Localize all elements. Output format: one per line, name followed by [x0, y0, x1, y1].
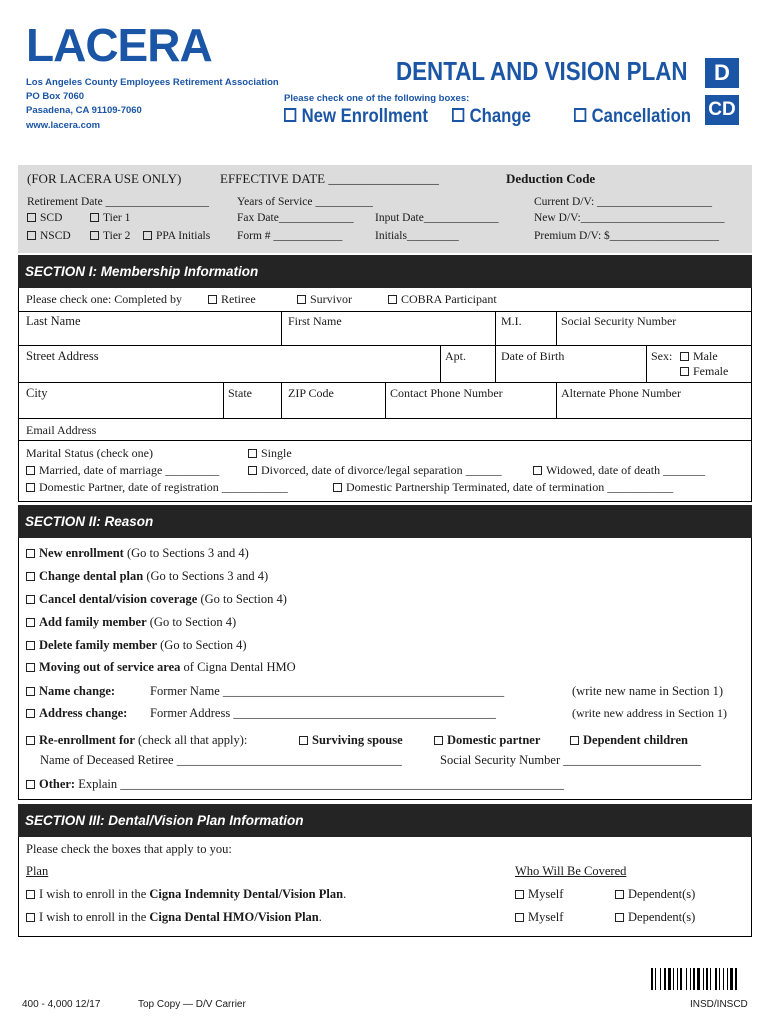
write-name-note: (write new name in Section 1) [572, 684, 723, 698]
former-name-field[interactable]: Former Name _____________________________________________ [150, 684, 505, 698]
reason-checkbox[interactable] [26, 549, 35, 558]
dob-field[interactable]: Date of Birth [501, 349, 565, 363]
cobra-label: COBRA Participant [401, 292, 497, 306]
input-date[interactable]: Input Date_____________ [375, 212, 499, 224]
section-3-header: SECTION III: Dental/Vision Plan Information [18, 804, 752, 837]
cobra-option[interactable] [388, 292, 497, 307]
other-explain-field[interactable]: Explain _______________________________________________________________________ [75, 777, 564, 791]
barcode-bar [668, 968, 671, 990]
tier2-checkbox[interactable] [90, 231, 99, 240]
survivor-label: Survivor [310, 292, 352, 306]
s1-hline [18, 418, 752, 419]
tier1-checkbox[interactable] [90, 213, 99, 222]
cancellation-option[interactable] [574, 106, 691, 128]
deceased-ssn-field[interactable]: Social Security Number ______________________ [440, 753, 701, 767]
reason-checkbox[interactable] [26, 641, 35, 650]
reason-label: New enrollment [39, 546, 124, 560]
widowed-option[interactable] [533, 463, 705, 478]
plan-column-header: Plan [26, 864, 49, 878]
domestic-partner-reenroll-label: Domestic partner [447, 733, 541, 747]
reenrollment-label: Re-enrollment for [39, 733, 135, 747]
hmo-myself-checkbox[interactable] [515, 913, 524, 922]
s2-border-left [18, 538, 19, 800]
indemnity-dependents-option[interactable] [615, 887, 695, 902]
name-change-option[interactable] [26, 684, 115, 699]
reason-item[interactable] [26, 569, 268, 584]
barcode-bar [664, 968, 666, 990]
s1-grid [18, 288, 19, 502]
widowed-checkbox[interactable] [533, 466, 542, 475]
address-change-label: Address change: [39, 706, 128, 720]
first-name-field[interactable]: First Name [288, 314, 342, 328]
new-enrollment-label: New Enrollment [301, 106, 428, 127]
state-field[interactable]: State [228, 386, 252, 400]
indemnity-dependents-label: Dependent(s) [628, 887, 696, 901]
covered-column-header: Who Will Be Covered [515, 864, 627, 878]
s1-vline [646, 345, 647, 382]
reason-label: Moving out of service area [39, 660, 181, 674]
male-option[interactable] [680, 349, 718, 364]
barcode-bar [660, 968, 661, 990]
reason-checkbox[interactable] [26, 663, 35, 672]
contact-phone-field[interactable]: Contact Phone Number [390, 386, 503, 400]
cancellation-label: Cancellation [591, 106, 692, 127]
divorced-label: Divorced, date of divorce/legal separation ______ [261, 463, 502, 477]
s1-vline [556, 382, 557, 418]
barcode-bar [723, 968, 724, 990]
s3-border-right [751, 837, 752, 937]
badge-cd: CD [705, 95, 739, 125]
reason-note: (Go to Sections 3 and 4) [143, 569, 269, 583]
reenrollment-checkbox[interactable] [26, 736, 35, 745]
reason-checkbox[interactable] [26, 595, 35, 604]
male-checkbox[interactable] [680, 352, 689, 361]
scd-label: SCD [40, 212, 63, 224]
s1-vline [440, 345, 441, 382]
reason-item[interactable] [26, 660, 296, 675]
website: www.lacera.com [26, 120, 101, 131]
s3-border-bottom [18, 936, 752, 937]
barcode-bar [710, 968, 711, 990]
hmo-plan-prefix: I wish to enroll in the [39, 910, 150, 924]
s1-vline [281, 382, 282, 418]
reason-label: Add family member [39, 615, 147, 629]
po-box: PO Box 7060 [26, 91, 85, 102]
barcode-bar [677, 968, 678, 990]
ppa-checkbox[interactable] [143, 231, 152, 240]
hmo-dependents-option[interactable] [615, 910, 695, 925]
surviving-spouse-checkbox[interactable] [299, 736, 308, 745]
reason-checkbox[interactable] [26, 572, 35, 581]
deceased-name-field[interactable]: Name of Deceased Retiree ____________________________________ [40, 753, 402, 767]
reason-label: Change dental plan [39, 569, 144, 583]
ppa-option[interactable] [143, 230, 210, 242]
domestic-terminated-checkbox[interactable] [333, 483, 342, 492]
domestic-partner-reenroll-checkbox[interactable] [434, 736, 443, 745]
indemnity-myself-checkbox[interactable] [515, 890, 524, 899]
married-checkbox[interactable] [26, 466, 35, 475]
reenrollment-option[interactable] [26, 733, 247, 748]
divorced-option[interactable] [248, 463, 502, 478]
mi-field[interactable]: M.I. [501, 314, 522, 328]
hmo-plan-name: Cigna Dental HMO/Vision Plan [149, 910, 319, 924]
single-option[interactable] [248, 446, 292, 461]
footer-code: INSD/INSCD [690, 999, 748, 1010]
zip-field[interactable]: ZIP Code [288, 386, 334, 400]
scd-option[interactable] [27, 212, 62, 224]
divorced-checkbox[interactable] [248, 466, 257, 475]
other-label: Other: [39, 777, 76, 791]
indemnity-plan-checkbox[interactable] [26, 890, 35, 899]
deduction-code: Deduction Code [506, 171, 596, 186]
reenrollment-note: (check all that apply): [134, 733, 248, 747]
tier1-option[interactable] [90, 212, 130, 224]
reason-item[interactable] [26, 615, 236, 630]
new-enrollment-option[interactable] [284, 106, 428, 128]
tier1-label: Tier 1 [103, 212, 131, 224]
copy-note: Top Copy — D/V Carrier [138, 999, 246, 1010]
form-title: DENTAL AND VISION PLAN [396, 56, 688, 86]
city-line: Pasadena, CA 91109-7060 [26, 105, 142, 116]
domestic-partner-reenroll-option[interactable] [434, 733, 540, 748]
hmo-dependents-label: Dependent(s) [628, 910, 696, 924]
s1-grid-right [751, 288, 752, 502]
check-prompt: Please check one of the following boxes: [284, 93, 470, 104]
address-change-option[interactable] [26, 706, 127, 721]
single-label: Single [261, 446, 292, 460]
s2-border-bottom [18, 799, 752, 800]
hmo-plan-checkbox[interactable] [26, 913, 35, 922]
widowed-label: Widowed, date of death _______ [546, 463, 706, 477]
s1-hline [18, 440, 752, 441]
barcode-bar [727, 968, 728, 990]
form-number[interactable]: Form # ____________ [237, 230, 343, 242]
hmo-myself-label: Myself [528, 910, 564, 924]
completed-by-label: Please check one: Completed by [26, 292, 182, 306]
s1-vline [281, 311, 282, 345]
s1-hline [18, 311, 752, 312]
barcode-bar [719, 968, 720, 990]
ssn-field[interactable]: Social Security Number [561, 314, 677, 328]
domestic-partner-label: Domestic Partner, date of registration ___________ [39, 480, 288, 494]
lacera-use-label: (FOR LACERA USE ONLY) [27, 171, 182, 186]
sex-label: Sex: [651, 349, 673, 363]
indemnity-plan-name: Cigna Indemnity Dental/Vision Plan [149, 887, 344, 901]
barcode-bar [706, 968, 708, 990]
reason-checkbox[interactable] [26, 618, 35, 627]
dependent-children-checkbox[interactable] [570, 736, 579, 745]
name-change-label: Name change: [39, 684, 116, 698]
reason-item[interactable] [26, 638, 247, 653]
barcode-bar [735, 968, 737, 990]
reason-item[interactable] [26, 592, 287, 607]
s1-vline [495, 345, 496, 382]
tier2-label: Tier 2 [103, 230, 131, 242]
married-option[interactable] [26, 463, 219, 478]
s1-vline [556, 311, 557, 345]
female-option[interactable] [680, 364, 728, 379]
nscd-checkbox[interactable] [27, 231, 36, 240]
initials[interactable]: Initials_________ [375, 230, 459, 242]
hmo-dependents-checkbox[interactable] [615, 913, 624, 922]
s2-border-right [751, 538, 752, 800]
barcode-bar [690, 968, 691, 990]
barcode-bar [651, 968, 653, 990]
nscd-label: NSCD [40, 230, 71, 242]
section-3-instruction: Please check the boxes that apply to you: [26, 842, 232, 856]
former-address-field[interactable]: Former Address __________________________________________ [150, 706, 496, 720]
surviving-spouse-option[interactable] [299, 733, 403, 748]
cobra-checkbox[interactable] [388, 295, 397, 304]
scd-checkbox[interactable] [27, 213, 36, 222]
years-service[interactable]: Years of Service __________ [237, 196, 373, 208]
barcode-bar [703, 968, 704, 990]
current-dv[interactable]: Current D/V: ____________________ [534, 196, 713, 208]
retiree-checkbox[interactable] [208, 295, 217, 304]
domestic-terminated-option[interactable] [333, 480, 673, 495]
section-2-header: SECTION II: Reason [18, 505, 752, 538]
dependent-children-option[interactable] [570, 733, 688, 748]
barcode-bar [673, 968, 674, 990]
effective-date[interactable]: EFFECTIVE DATE _________________ [220, 171, 439, 186]
indemnity-plan-prefix: I wish to enroll in the [39, 887, 150, 901]
retiree-label: Retiree [221, 292, 256, 306]
s1-vline [495, 311, 496, 345]
barcode-bar [686, 968, 687, 990]
marital-status-label: Marital Status (check one) [26, 446, 153, 460]
domestic-terminated-label: Domestic Partnership Terminated, date of termination ___________ [346, 480, 674, 494]
badge-d: D [705, 58, 739, 88]
email-field[interactable]: Email Address [26, 423, 97, 437]
s1-hline [18, 501, 752, 502]
reason-note: of Cigna Dental HMO [180, 660, 296, 674]
barcode-bar [655, 968, 656, 990]
hmo-plan-option[interactable]: I wish to enroll in the Cigna Dental HMO/Vision Plan. [26, 910, 322, 925]
retirement-date[interactable]: Retirement Date __________________ [27, 196, 210, 208]
barcode-bar [715, 968, 717, 990]
female-checkbox[interactable] [680, 367, 689, 376]
reason-label: Cancel dental/vision coverage [39, 592, 198, 606]
reason-note: (Go to Section 4) [197, 592, 287, 606]
new-enrollment-checkbox[interactable] [284, 108, 296, 122]
reason-note: (Go to Section 4) [157, 638, 247, 652]
reason-label: Delete family member [39, 638, 157, 652]
tier2-option[interactable] [90, 230, 130, 242]
domestic-partner-option[interactable] [26, 480, 288, 495]
premium-dv[interactable]: Premium D/V: $___________________ [534, 230, 720, 242]
indemnity-dependents-checkbox[interactable] [615, 890, 624, 899]
survivor-option[interactable] [297, 292, 352, 307]
s1-vline [385, 382, 386, 418]
ppa-label: PPA Initials [156, 230, 211, 242]
section-1-header: SECTION I: Membership Information [18, 255, 752, 288]
city-field[interactable]: City [26, 386, 48, 400]
barcode-bar [730, 968, 733, 990]
barcode [651, 968, 751, 990]
other-checkbox[interactable] [26, 780, 35, 789]
retiree-option[interactable] [208, 292, 256, 307]
s1-hline [18, 345, 752, 346]
survivor-checkbox[interactable] [297, 295, 306, 304]
name-change-checkbox[interactable] [26, 687, 35, 696]
barcode-bar [680, 968, 682, 990]
reason-note: (Go to Section 4) [146, 615, 237, 629]
form-code: 400 - 4,000 12/17 [22, 999, 101, 1010]
indemnity-plan-option[interactable]: I wish to enroll in the Cigna Indemnity Dental/Vision Plan. [26, 887, 346, 902]
change-label: Change [469, 106, 531, 127]
change-checkbox[interactable] [452, 108, 464, 122]
dependent-children-label: Dependent children [583, 733, 688, 747]
change-option[interactable] [452, 106, 531, 128]
barcode-bar [697, 968, 700, 990]
apt-field[interactable]: Apt. [445, 349, 466, 363]
indemnity-myself-label: Myself [528, 887, 564, 901]
fax-date[interactable]: Fax Date_____________ [237, 212, 354, 224]
address-change-checkbox[interactable] [26, 709, 35, 718]
alt-phone-field[interactable]: Alternate Phone Number [561, 386, 681, 400]
cancellation-checkbox[interactable] [574, 108, 586, 122]
org-name: Los Angeles County Employees Retirement Association [26, 77, 279, 88]
last-name-field[interactable]: Last Name [26, 314, 81, 328]
write-address-note: (write new address in Section 1) [572, 706, 727, 720]
female-label: Female [693, 364, 729, 378]
reason-item[interactable] [26, 546, 249, 561]
hmo-myself-option[interactable] [515, 910, 563, 925]
lacera-logo: LACERA [26, 19, 212, 71]
domestic-partner-checkbox[interactable] [26, 483, 35, 492]
s3-border-left [18, 837, 19, 937]
indemnity-myself-option[interactable] [515, 887, 563, 902]
new-dv[interactable]: New D/V:_________________________ [534, 212, 725, 224]
barcode-bar [693, 968, 695, 990]
other-option[interactable] [26, 777, 564, 792]
surviving-spouse-label: Surviving spouse [312, 733, 403, 747]
male-label: Male [693, 349, 718, 363]
reason-note: (Go to Sections 3 and 4) [123, 546, 249, 560]
street-address-field[interactable]: Street Address [26, 349, 99, 363]
married-label: Married, date of marriage _________ [39, 463, 220, 477]
nscd-option[interactable] [27, 230, 71, 242]
single-checkbox[interactable] [248, 449, 257, 458]
s1-vline [223, 382, 224, 418]
